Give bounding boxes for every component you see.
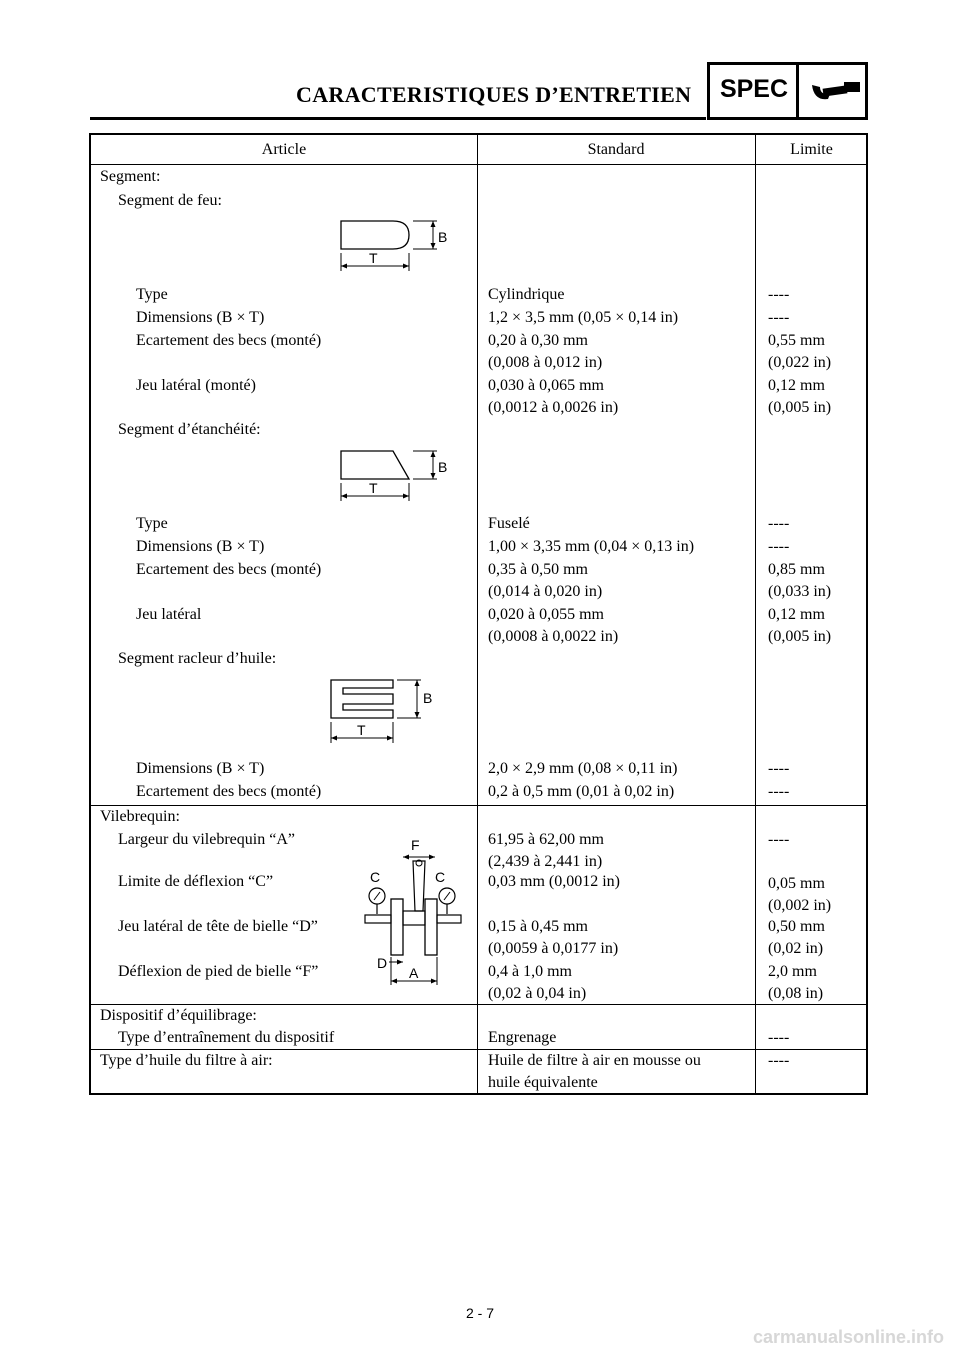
segment-feu-ecart-std-1: 0,20 à 0,30 mm: [488, 332, 588, 349]
segment-etanch-label: Segment d’étanchéité:: [118, 421, 261, 438]
segment-feu-jeu-std-2: (0,0012 à 0,0026 in): [488, 399, 619, 416]
segment-racleur-dim-std: 2,0 × 2,9 mm (0,08 × 0,11 in): [488, 760, 678, 777]
segment-etanch-jeu-std-1: 0,020 à 0,055 mm: [488, 606, 604, 623]
segment-racleur-label: Segment racleur d’huile:: [118, 650, 277, 667]
segment-feu-dim-lim: ----: [768, 309, 790, 326]
vilebrequin-pied-std-1: 0,4 à 1,0 mm: [488, 963, 572, 980]
fig-label-c-left: C: [370, 869, 381, 885]
vilebrequin-jeu-lim-2: (0,02 in): [768, 940, 824, 957]
vilebrequin-jeu-label: Jeu latéral de tête de bielle “D”: [118, 918, 318, 935]
segment-feu-type-std: Cylindrique: [488, 286, 565, 303]
segment-racleur-ecart-lim: ----: [768, 783, 790, 800]
vilebrequin-pied-std-2: (0,02 à 0,04 in): [488, 985, 587, 1002]
segment-etanch-jeu-std-2: (0,0008 à 0,0022 in): [488, 628, 619, 645]
equilibrage-type-std: Engrenage: [488, 1029, 557, 1046]
segment-feu-ecart-label: Ecartement des becs (monté): [136, 332, 322, 349]
row-divider-vilebrequin: [91, 805, 866, 806]
filtre-std-2: huile équivalente: [488, 1074, 598, 1091]
segment-feu-ecart-lim-1: 0,55 mm: [768, 332, 825, 349]
segment-etanch-type-label: Type: [136, 515, 168, 532]
segment-etanch-dim-std: 1,00 × 3,35 mm (0,04 × 0,13 in): [488, 538, 695, 555]
filtre-lim: ----: [768, 1052, 790, 1069]
page-number: 2 - 7: [465, 1305, 494, 1321]
fig-label-d: D: [377, 955, 388, 971]
fig-label-t: T: [357, 722, 366, 738]
header-row-divider: [91, 164, 866, 165]
segment-racleur-diagram: [321, 675, 451, 747]
segment-etanch-dim-lim: ----: [768, 538, 790, 555]
column-header-limite: Limite: [790, 141, 833, 158]
vilebrequin-largeur-std-1: 61,95 à 62,00 mm: [488, 831, 604, 848]
equilibrage-heading: Dispositif d’équilibrage:: [100, 1007, 257, 1024]
segment-etanch-ecart-std-1: 0,35 à 0,50 mm: [488, 561, 588, 578]
segment-etanch-dim-label: Dimensions (B × T): [136, 538, 265, 555]
crankshaft-diagram: [363, 835, 475, 987]
fig-label-a: A: [409, 965, 419, 981]
vilebrequin-pied-label: Déflexion de pied de bielle “F”: [118, 963, 319, 980]
vilebrequin-jeu-std-1: 0,15 à 0,45 mm: [488, 918, 588, 935]
segment-racleur-dim-label: Dimensions (B × T): [136, 760, 265, 777]
column-header-article: Article: [261, 141, 307, 158]
fig-label-t: T: [369, 250, 378, 266]
segment-feu-type-lim: ----: [768, 286, 790, 303]
fig-label-t: T: [369, 480, 378, 496]
segment-feu-dim-std: 1,2 × 3,5 mm (0,05 × 0,14 in): [488, 309, 679, 326]
segment-feu-jeu-lim-2: (0,005 in): [768, 399, 832, 416]
segment-feu-ecart-lim-2: (0,022 in): [768, 354, 832, 371]
segment-etanch-ecart-lim-1: 0,85 mm: [768, 561, 825, 578]
fig-label-b: B: [423, 690, 433, 706]
watermark: carmanualsonline.info: [752, 1327, 944, 1347]
segment-feu-jeu-std-1: 0,030 à 0,065 mm: [488, 377, 604, 394]
vilebrequin-largeur-std-2: (2,439 à 2,441 in): [488, 853, 603, 870]
equilibrage-type-lim: ----: [768, 1029, 790, 1046]
segment-etanch-ecart-label: Ecartement des becs (monté): [136, 561, 322, 578]
spec-divider: [796, 65, 799, 117]
vilebrequin-largeur-lim: ----: [768, 831, 790, 848]
page-title: CARACTERISTIQUES D’ENTRETIEN: [296, 82, 692, 107]
vilebrequin-pied-lim-2: (0,08 in): [768, 985, 824, 1002]
segment-feu-dim-label: Dimensions (B × T): [136, 309, 265, 326]
col-divider-2: [755, 135, 756, 1093]
segment-feu-type-label: Type: [136, 286, 168, 303]
vilebrequin-deflex-std: 0,03 mm (0,0012 in): [488, 873, 620, 890]
segment-etanch-diagram: [335, 443, 455, 503]
segment-etanch-ecart-lim-2: (0,033 in): [768, 583, 832, 600]
header-rule: [90, 117, 706, 120]
fig-label-c-right: C: [435, 869, 446, 885]
wrench-icon: [808, 75, 866, 107]
segment-etanch-jeu-lim-2: (0,005 in): [768, 628, 832, 645]
vilebrequin-deflex-label: Limite de déflexion “C”: [118, 873, 274, 890]
segment-etanch-type-std: Fuselé: [488, 515, 530, 532]
segment-racleur-ecart-std: 0,2 à 0,5 mm (0,01 à 0,02 in): [488, 783, 675, 800]
spec-badge: [707, 62, 868, 120]
filtre-label: Type d’huile du filtre à air:: [100, 1052, 273, 1069]
segment-etanch-ecart-std-2: (0,014 à 0,020 in): [488, 583, 603, 600]
column-header-standard: Standard: [587, 141, 645, 158]
segment-feu-jeu-lim-1: 0,12 mm: [768, 377, 825, 394]
fig-label-b: B: [438, 229, 448, 245]
segment-etanch-jeu-lim-1: 0,12 mm: [768, 606, 825, 623]
col-divider-1: [477, 135, 478, 1093]
segment-heading: Segment:: [100, 168, 161, 185]
segment-feu-diagram: [335, 213, 455, 273]
segment-racleur-dim-lim: ----: [768, 760, 790, 777]
fig-label-b: B: [438, 459, 448, 475]
vilebrequin-jeu-lim-1: 0,50 mm: [768, 918, 825, 935]
vilebrequin-heading: Vilebrequin:: [100, 808, 180, 825]
vilebrequin-deflex-lim-1: 0,05 mm: [768, 875, 825, 892]
segment-racleur-ecart-label: Ecartement des becs (monté): [136, 783, 322, 800]
equilibrage-type-label: Type d’entraînement du dispositif: [118, 1029, 335, 1046]
fig-label-f: F: [411, 837, 420, 853]
segment-etanch-type-lim: ----: [768, 515, 790, 532]
segment-feu-label: Segment de feu:: [118, 192, 222, 209]
segment-feu-jeu-label: Jeu latéral (monté): [136, 377, 256, 394]
spec-table: [89, 133, 868, 1095]
vilebrequin-jeu-std-2: (0,0059 à 0,0177 in): [488, 940, 619, 957]
spec-label: SPEC: [719, 75, 789, 103]
vilebrequin-pied-lim-1: 2,0 mm: [768, 963, 817, 980]
vilebrequin-largeur-label: Largeur du vilebrequin “A”: [118, 831, 295, 848]
segment-etanch-jeu-label: Jeu latéral: [136, 606, 202, 623]
filtre-std-1: Huile de filtre à air en mousse ou: [488, 1052, 701, 1069]
vilebrequin-deflex-lim-2: (0,002 in): [768, 897, 832, 914]
segment-feu-ecart-std-2: (0,008 à 0,012 in): [488, 354, 603, 371]
